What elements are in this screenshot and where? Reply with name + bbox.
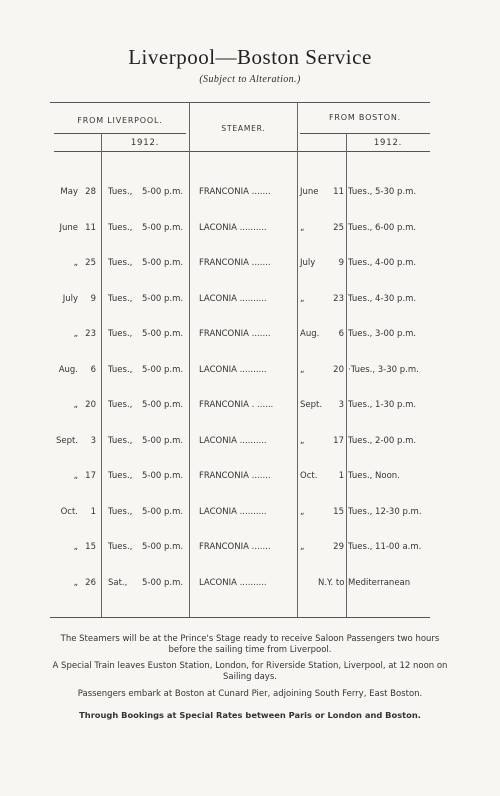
boston-day: 3 [338, 400, 344, 410]
liverpool-day: 6 [90, 364, 96, 375]
liverpool-month: „ [73, 400, 78, 410]
liverpool-month: Aug. [58, 364, 78, 375]
liverpool-month: May [60, 187, 78, 197]
boston-day: 23 [333, 293, 344, 304]
boston-month: „ [300, 542, 305, 552]
liverpool-month: June [59, 222, 78, 233]
boston-month: Oct. [300, 471, 318, 481]
liverpool-weekday: Tues., [108, 258, 133, 268]
steamer-name: LACONIA .......... [199, 364, 267, 375]
boston-day: 1 [338, 471, 344, 481]
liverpool-month: „ [73, 258, 78, 268]
boston-time: Tues., 4-00 p.m. [348, 258, 417, 268]
column-divider-2 [189, 102, 190, 617]
table-top-rule [50, 102, 430, 103]
header-from-liverpool: FROM LIVERPOOL. [77, 116, 163, 125]
boston-time: Tues., 5-30 p.m. [348, 187, 417, 197]
boston-time: Tues., 4-30 p.m. [348, 293, 417, 304]
boston-time: Tues., 2-00 p.m. [348, 435, 417, 446]
page-subtitle: (Subject to Alteration.) [199, 74, 301, 85]
liverpool-time: 5-00 p.m. [142, 506, 184, 517]
boston-month: „ [300, 222, 305, 233]
boston-day: 9 [338, 258, 344, 268]
steamer-name: FRANCONIA ....... [199, 329, 271, 339]
liverpool-weekday: Tues., [108, 506, 133, 517]
boston-month: Aug. [300, 329, 320, 339]
header-steamer: STEAMER. [221, 124, 266, 133]
steamer-name: FRANCONIA ....... [199, 187, 271, 197]
liverpool-day: 23 [85, 329, 96, 339]
boston-time: Tues., Noon. [348, 471, 400, 481]
boston-day: 25 [333, 222, 344, 233]
header-bottom-rule [54, 151, 430, 152]
liverpool-day: 26 [85, 577, 96, 588]
header-year-left: 1912. [130, 138, 160, 148]
liverpool-day: 3 [90, 435, 96, 446]
liverpool-time: 5-00 p.m. [142, 400, 184, 410]
liverpool-weekday: Tues., [108, 293, 133, 304]
boston-time: Tues., 3-00 p.m. [348, 329, 417, 339]
liverpool-day: 28 [85, 187, 96, 197]
boston-month: June [300, 187, 319, 197]
boston-month: „ [300, 435, 305, 446]
liverpool-weekday: Tues., [108, 364, 133, 375]
liverpool-time: 5-00 p.m. [142, 258, 184, 268]
column-divider-1 [101, 133, 102, 617]
boston-month: „ [300, 506, 305, 517]
boston-month: July [300, 258, 316, 268]
steamer-name: FRANCONIA ....... [199, 542, 271, 552]
liverpool-month: „ [73, 471, 78, 481]
boston-day: 29 [333, 542, 344, 552]
boston-time: Tues., 6-00 p.m. [348, 222, 417, 233]
boston-day: 15 [333, 506, 344, 517]
steamer-name: FRANCONIA . ...... [199, 400, 274, 410]
boston-day: 6 [338, 329, 344, 339]
liverpool-time: 5-00 p.m. [142, 542, 184, 552]
liverpool-weekday: Tues., [108, 542, 133, 552]
note-special-train: A Special Train leaves Euston Station, London, for Riverside Station, Liverpool, at 12 noon on Sailing days. [52, 661, 448, 682]
steamer-name: FRANCONIA ....... [199, 258, 271, 268]
header-from-boston: FROM BOSTON. [329, 113, 401, 122]
liverpool-month: Oct. [60, 506, 78, 517]
steamer-name: LACONIA .......... [199, 293, 267, 304]
liverpool-time: 5-00 p.m. [142, 293, 184, 304]
boston-time: Tues., 12-30 p.m. [348, 506, 422, 517]
header-mid-rule-right [300, 133, 430, 134]
steamer-name: LACONIA .......... [199, 222, 267, 233]
liverpool-weekday: Tues., [108, 471, 133, 481]
liverpool-time: 5-00 p.m. [142, 364, 184, 375]
boston-time: Tues., 1-30 p.m. [348, 400, 417, 410]
steamer-name: LACONIA .......... [199, 577, 267, 588]
boston-time: Mediterranean [348, 577, 411, 588]
boston-time: ·Tues., 3-30 p.m. [348, 364, 419, 375]
boston-month: „ [300, 364, 305, 375]
steamer-name: LACONIA .......... [199, 506, 267, 517]
liverpool-day: 15 [85, 542, 96, 552]
liverpool-day: 11 [85, 222, 96, 233]
table-bottom-rule [50, 617, 430, 618]
liverpool-time: 5-00 p.m. [142, 187, 184, 197]
liverpool-weekday: Tues., [108, 222, 133, 233]
boston-day: N.Y. to [318, 577, 345, 588]
column-divider-3 [297, 102, 298, 617]
liverpool-day: 9 [90, 293, 96, 304]
liverpool-time: 5-00 p.m. [142, 471, 184, 481]
liverpool-time: 5-00 p.m. [142, 222, 184, 233]
liverpool-weekday: Tues., [108, 187, 133, 197]
steamer-name: FRANCONIA ....... [199, 471, 271, 481]
liverpool-month: July [62, 293, 78, 304]
note-stage: The Steamers will be at the Prince's Stage ready to receive Saloon Passengers two hours before the sailing time from Liverpool. [60, 634, 440, 655]
liverpool-day: 17 [85, 471, 96, 481]
liverpool-day: 1 [90, 506, 96, 517]
liverpool-weekday: Tues., [108, 400, 133, 410]
note-embark: Passengers embark at Boston at Cunard Pier, adjoining South Ferry, East Boston. [77, 689, 423, 699]
boston-day: 17 [333, 435, 344, 446]
boston-day: 20 [333, 364, 344, 375]
liverpool-time: 5-00 p.m. [142, 329, 184, 339]
note-through-bookings: Through Bookings at Special Rates between Paris or London and Boston. [79, 710, 421, 720]
liverpool-day: 20 [85, 400, 96, 410]
header-year-right: 1912. [373, 138, 403, 148]
liverpool-month: „ [73, 542, 78, 552]
header-mid-rule-left [54, 133, 186, 134]
page-title: Liverpool—Boston Service [128, 45, 372, 69]
liverpool-weekday: Tues., [108, 329, 133, 339]
steamer-name: LACONIA .......... [199, 435, 267, 446]
liverpool-weekday: Sat., [108, 577, 128, 588]
liverpool-time: 5-00 p.m. [142, 435, 184, 446]
column-divider-4 [346, 133, 347, 617]
boston-time: Tues., 11-00 a.m. [348, 542, 422, 552]
liverpool-day: 25 [85, 258, 96, 268]
boston-month: „ [300, 293, 305, 304]
liverpool-month: „ [73, 577, 78, 588]
liverpool-month: Sept. [55, 435, 78, 446]
boston-month: Sept. [300, 400, 323, 410]
liverpool-month: „ [73, 329, 78, 339]
liverpool-time: 5-00 p.m. [142, 577, 184, 588]
liverpool-weekday: Tues., [108, 435, 133, 446]
boston-day: 11 [333, 187, 344, 197]
